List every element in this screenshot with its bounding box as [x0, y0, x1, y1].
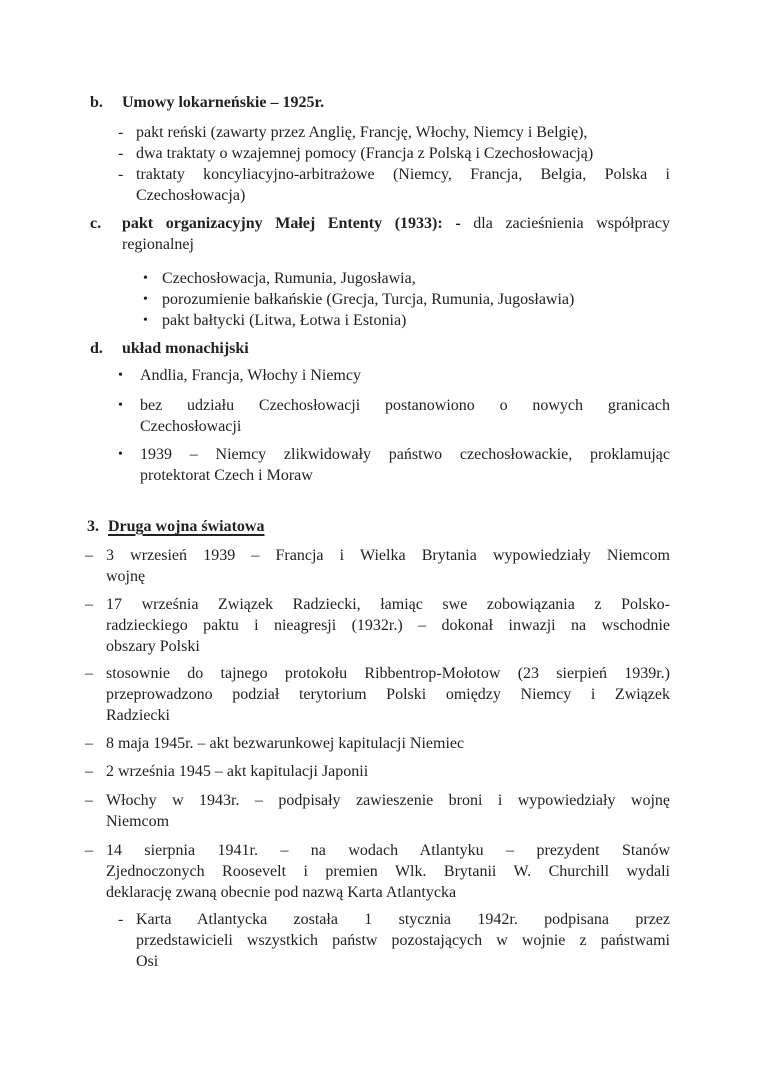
text-line: pakt reński (zawarty przez Anglię, Francję, Włochy, Niemcy i Belgię),: [136, 124, 588, 141]
text-line: wojnę: [106, 568, 146, 585]
dash-item: [0, 663, 760, 726]
text-line: Czechosłowacja): [136, 187, 246, 204]
text-line: pakt bałtycki (Litwa, Łotwa i Estonia): [162, 312, 407, 329]
dash-marker: –: [85, 547, 93, 564]
heading-c-title-bold: pakt organizacyjny Małej Ententy (1933): -: [122, 215, 461, 232]
dash-marker: -: [118, 911, 124, 928]
text-line: Osi: [136, 953, 159, 970]
heading-c-title-regular: dla zacieśnienia współpracy: [473, 215, 670, 232]
text-line: Karta Atlantycka została 1 stycznia 1942r. podpisana przez: [136, 911, 670, 928]
bullet-marker: •: [143, 292, 148, 307]
text-line: dwa traktaty o wzajemnej pomocy (Francja z Polską i Czechosłowacją): [136, 145, 594, 162]
text-line: obszary Polski: [106, 638, 200, 655]
heading-d: [0, 338, 760, 359]
bullet-item: [0, 395, 760, 437]
dash-item: [0, 733, 760, 754]
dash-marker: –: [85, 665, 93, 682]
text-line: przedstawicieli wszystkich państw pozostających w wojnie z państwami: [136, 932, 670, 949]
text-line: bez udziału Czechosłowacji postanowiono o nowych granicach: [140, 397, 670, 414]
bullet-marker: •: [143, 271, 148, 286]
bullet-marker: •: [118, 398, 123, 413]
bullet-item: [0, 444, 760, 486]
text-line: 1939 – Niemcy zlikwidowały państwo czechosłowackie, proklamując: [140, 446, 670, 463]
text-line: [122, 213, 670, 234]
bullet-item: [0, 310, 760, 331]
text-line: 2 września 1945 – akt kapitulacji Japonii: [106, 763, 369, 780]
heading-b-label: b.: [90, 94, 103, 111]
dash-item: [0, 143, 760, 164]
text-line: 8 maja 1945r. – akt bezwarunkowej kapitulacji Niemiec: [106, 735, 465, 752]
bullet-item: [0, 268, 760, 289]
text-line: Czechosłowacji: [140, 418, 242, 435]
heading-section-3: [0, 516, 760, 537]
bullet-marker: •: [118, 368, 123, 383]
text-line: Niemcom: [106, 813, 170, 830]
text-line: Czechosłowacja, Rumunia, Jugosławia,: [162, 270, 416, 287]
dash-item: [0, 545, 760, 587]
heading-b: [0, 92, 760, 113]
text-line: przeprowadzono podział terytorium Polski omiędzy Niemcy i Związek: [106, 686, 670, 703]
heading-c-label: c.: [90, 215, 102, 232]
heading-section-3-title: Druga wojna światowa: [108, 518, 265, 535]
text-line: 3 wrzesień 1939 – Francja i Wielka Brytania wypowiedziały Niemcom: [106, 547, 670, 564]
dash-item: [0, 790, 760, 832]
document-body: [0, 92, 760, 972]
text-line: deklarację zwaną obecnie pod nazwą Karta Atlantycka: [106, 884, 457, 901]
heading-d-title: układ monachijski: [122, 340, 249, 357]
text-line: protektorat Czech i Moraw: [140, 467, 313, 484]
text-line: Radziecki: [106, 707, 170, 724]
heading-b-title: Umowy lokarneńskie – 1925r.: [122, 94, 325, 111]
dash-marker: –: [85, 792, 93, 809]
text-line: Włochy w 1943r. – podpisały zawieszenie broni i wypowiedziały wojnę: [106, 792, 670, 809]
text-line: porozumienie bałkańskie (Grecja, Turcja, Rumunia, Jugosławia): [162, 291, 575, 308]
bullet-list-c: [0, 268, 760, 331]
bullet-item: [0, 289, 760, 310]
text-line: Andlia, Francja, Włochy i Niemcy: [140, 367, 361, 384]
text-line: 14 sierpnia 1941r. – na wodach Atlantyku – prezydent Stanów: [106, 842, 670, 859]
text-line: regionalnej: [122, 236, 194, 253]
dash-list-b: [0, 122, 760, 206]
dash-marker: -: [118, 124, 124, 141]
text-line: Zjednoczonych Roosevelt i premien Wlk. Brytanii W. Churchill wydali: [106, 863, 670, 880]
dash-item: [0, 761, 760, 782]
dash-marker: –: [85, 735, 93, 752]
dash-item: [0, 164, 760, 206]
text-line: 17 września Związek Radziecki, łamiąc swe zobowiązania z Polsko-: [106, 596, 670, 613]
heading-section-3-label: 3.: [87, 518, 99, 535]
bullet-marker: •: [118, 447, 123, 462]
dash-marker: -: [118, 166, 124, 183]
dash-item: [0, 594, 760, 657]
text-line: stosownie do tajnego protokołu Ribbentrop-Mołotow (23 sierpień 1939r.): [106, 665, 670, 682]
dash-marker: –: [85, 596, 93, 613]
bullet-item: [0, 365, 760, 386]
heading-c: [0, 213, 760, 255]
dash-item: [0, 122, 760, 143]
heading-d-label: d.: [90, 340, 103, 357]
dash-marker: -: [118, 145, 124, 162]
bullet-marker: •: [143, 313, 148, 328]
dash-sub-item: [0, 909, 760, 972]
text-line: radzieckiego paktu i nieagresji (1932r.) – dokonał inwazji na wschodnie: [106, 617, 670, 634]
text-line: traktaty koncyliacyjno-arbitrażowe (Niemcy, Francja, Belgia, Polska i: [136, 166, 670, 183]
dash-marker: –: [85, 842, 93, 859]
dash-item: [0, 840, 760, 903]
dash-marker: –: [85, 763, 93, 780]
